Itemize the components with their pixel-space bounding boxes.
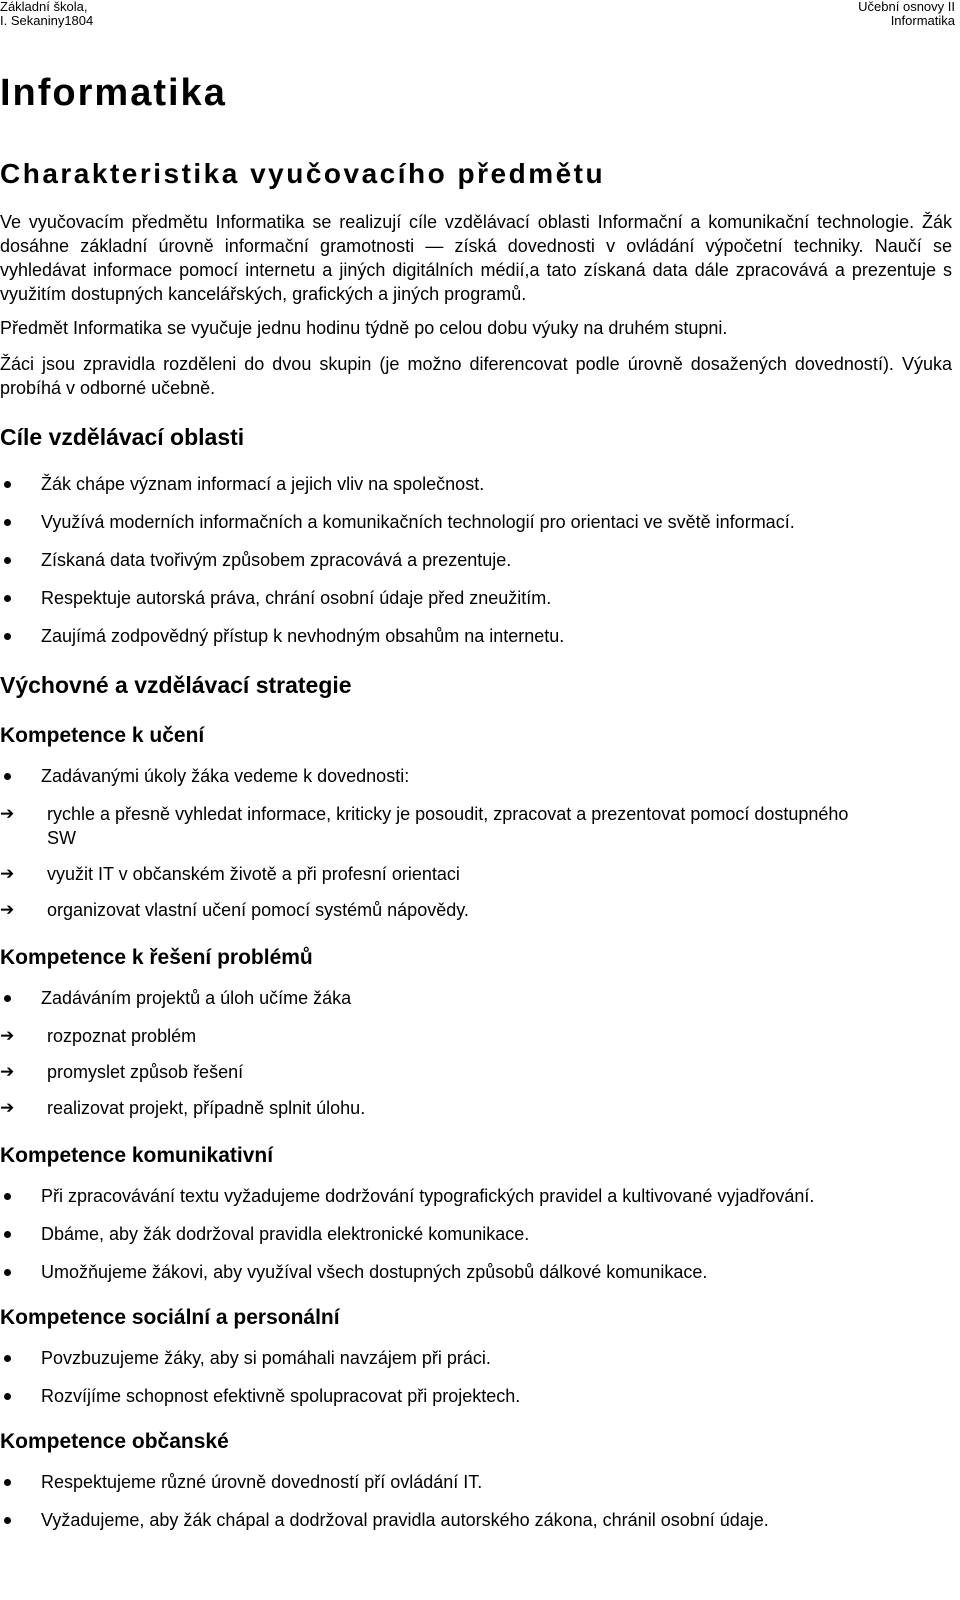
civic-heading: Kompetence občanské bbox=[0, 1430, 229, 1453]
bullet-dot-icon bbox=[4, 1517, 11, 1524]
list-item: ➔ realizovat projekt, případně splnit úlohu. bbox=[0, 1098, 366, 1118]
intro-paragraph-1: Ve vyučovacím předmětu Informatika se realizují cíle vzdělávací oblasti Informační a komunikační technologie. Žák dosáhne základní úrovně informační gramotnosti — získá dovednosti v ovládání výpočetní techniky. Naučí se vyhledávat informace pomocí internetu a jiných digitálních médií,a tato získaná data dále zpracovává a prezentuje s využitím dostupných kancelářských, grafických a jiných programů. bbox=[0, 212, 952, 304]
list-item: ➔ promyslet způsob řešení bbox=[0, 1062, 244, 1082]
social-heading: Kompetence sociální a personální bbox=[0, 1306, 340, 1329]
arrow-right-icon: ➔ bbox=[0, 900, 15, 919]
page-header bbox=[0, 0, 960, 36]
goals-heading: Cíle vzdělávací oblasti bbox=[0, 424, 245, 450]
bullet-dot-icon bbox=[4, 557, 11, 564]
arrow-right-icon: ➔ bbox=[0, 804, 15, 823]
list-item: Rozvíjíme schopnost efektivně spolupracovat při projektech. bbox=[0, 1384, 952, 1408]
learning-heading: Kompetence k učení bbox=[0, 724, 205, 747]
document-content bbox=[0, 70, 952, 1546]
header-left bbox=[0, 0, 93, 28]
learning-lead-list bbox=[0, 764, 952, 788]
bullet-dot-icon bbox=[4, 595, 11, 602]
list-item: ➔ využit IT v občanském životě a při profesní orientaci bbox=[0, 864, 460, 884]
problems-arrow-list bbox=[0, 1024, 952, 1120]
intro-paragraph-2: Předmět Informatika se vyučuje jednu hodinu týdně po celou dobu výuky na druhém stupni. bbox=[0, 318, 728, 338]
list-item: Zadávanými úkoly žáka vedeme k dovednosti: bbox=[0, 764, 952, 788]
learning-arrow-list bbox=[0, 802, 952, 922]
list-item: Žák chápe význam informací a jejich vliv na společnost. bbox=[0, 472, 952, 496]
bullet-dot-icon bbox=[4, 1231, 11, 1238]
bullet-dot-icon bbox=[4, 1393, 11, 1400]
header-school-address: I. Sekaniny1804 bbox=[0, 13, 94, 28]
list-item: Získaná data tvořivým způsobem zpracovává a prezentuje. bbox=[0, 548, 952, 572]
bullet-dot-icon bbox=[4, 1269, 11, 1276]
list-item: Využívá moderních informačních a komunikačních technologií pro orientaci ve světě informací. bbox=[0, 510, 952, 534]
bullet-dot-icon bbox=[4, 519, 11, 526]
list-item: ➔ rychle a přesně vyhledat informace, kriticky je posoudit, zpracovat a prezentovat pomocí dostupného SW bbox=[0, 804, 849, 848]
civic-list bbox=[0, 1470, 952, 1532]
page-title: Informatika bbox=[0, 72, 227, 114]
list-item: Povzbuzujeme žáky, aby si pomáhali navzájem při práci. bbox=[0, 1346, 952, 1370]
list-item: Dbáme, aby žák dodržoval pravidla elektronické komunikace. bbox=[0, 1222, 952, 1246]
list-item: Respektujeme různé úrovně dovedností pří ovládání IT. bbox=[0, 1470, 952, 1494]
arrow-right-icon: ➔ bbox=[0, 1062, 15, 1081]
header-subject: Informatika bbox=[890, 13, 955, 28]
bullet-dot-icon bbox=[4, 633, 11, 640]
list-item: ➔ organizovat vlastní učení pomocí systémů nápovědy. bbox=[0, 900, 469, 920]
bullet-dot-icon bbox=[4, 1355, 11, 1362]
bullet-dot-icon bbox=[4, 995, 11, 1002]
problems-heading: Kompetence k řešení problémů bbox=[0, 946, 313, 969]
goals-list bbox=[0, 472, 952, 648]
arrow-right-icon: ➔ bbox=[0, 864, 15, 883]
communication-heading: Kompetence komunikativní bbox=[0, 1144, 274, 1167]
header-curriculum: Učební osnovy II bbox=[858, 0, 955, 14]
section-title-characteristics: Charakteristika vyučovacího předmětu bbox=[0, 158, 606, 189]
list-item: Vyžadujeme, aby žák chápal a dodržoval pravidla autorského zákona, chránil osobní údaje. bbox=[0, 1508, 952, 1532]
list-item: Respektuje autorská práva, chrání osobní údaje před zneužitím. bbox=[0, 586, 952, 610]
list-item: Zadáváním projektů a úloh učíme žáka bbox=[0, 986, 952, 1010]
bullet-dot-icon bbox=[4, 1479, 11, 1486]
intro-paragraph-3: Žáci jsou zpravidla rozděleni do dvou skupin (je možno diferencovat podle úrovně dosažených dovedností). Výuka probíhá v odborné učebně. bbox=[0, 354, 952, 398]
header-right bbox=[858, 0, 955, 28]
list-item: Zaujímá zodpovědný přístup k nevhodným obsahům na internetu. bbox=[0, 624, 952, 648]
header-school-name: Základní škola, bbox=[0, 0, 88, 14]
strategies-heading: Výchovné a vzdělávací strategie bbox=[0, 672, 352, 698]
bullet-dot-icon bbox=[4, 481, 11, 488]
list-item: Při zpracovávání textu vyžadujeme dodržování typografických pravidel a kultivované vyjadřování. bbox=[0, 1184, 952, 1208]
communication-list bbox=[0, 1184, 952, 1284]
arrow-right-icon: ➔ bbox=[0, 1026, 15, 1045]
arrow-right-icon: ➔ bbox=[0, 1098, 15, 1117]
list-item: ➔ rozpoznat problém bbox=[0, 1026, 197, 1046]
list-item: Umožňujeme žákovi, aby využíval všech dostupných způsobů dálkové komunikace. bbox=[0, 1260, 952, 1284]
social-list bbox=[0, 1346, 952, 1408]
problems-lead-list bbox=[0, 986, 952, 1010]
bullet-dot-icon bbox=[4, 773, 11, 780]
bullet-dot-icon bbox=[4, 1193, 11, 1200]
